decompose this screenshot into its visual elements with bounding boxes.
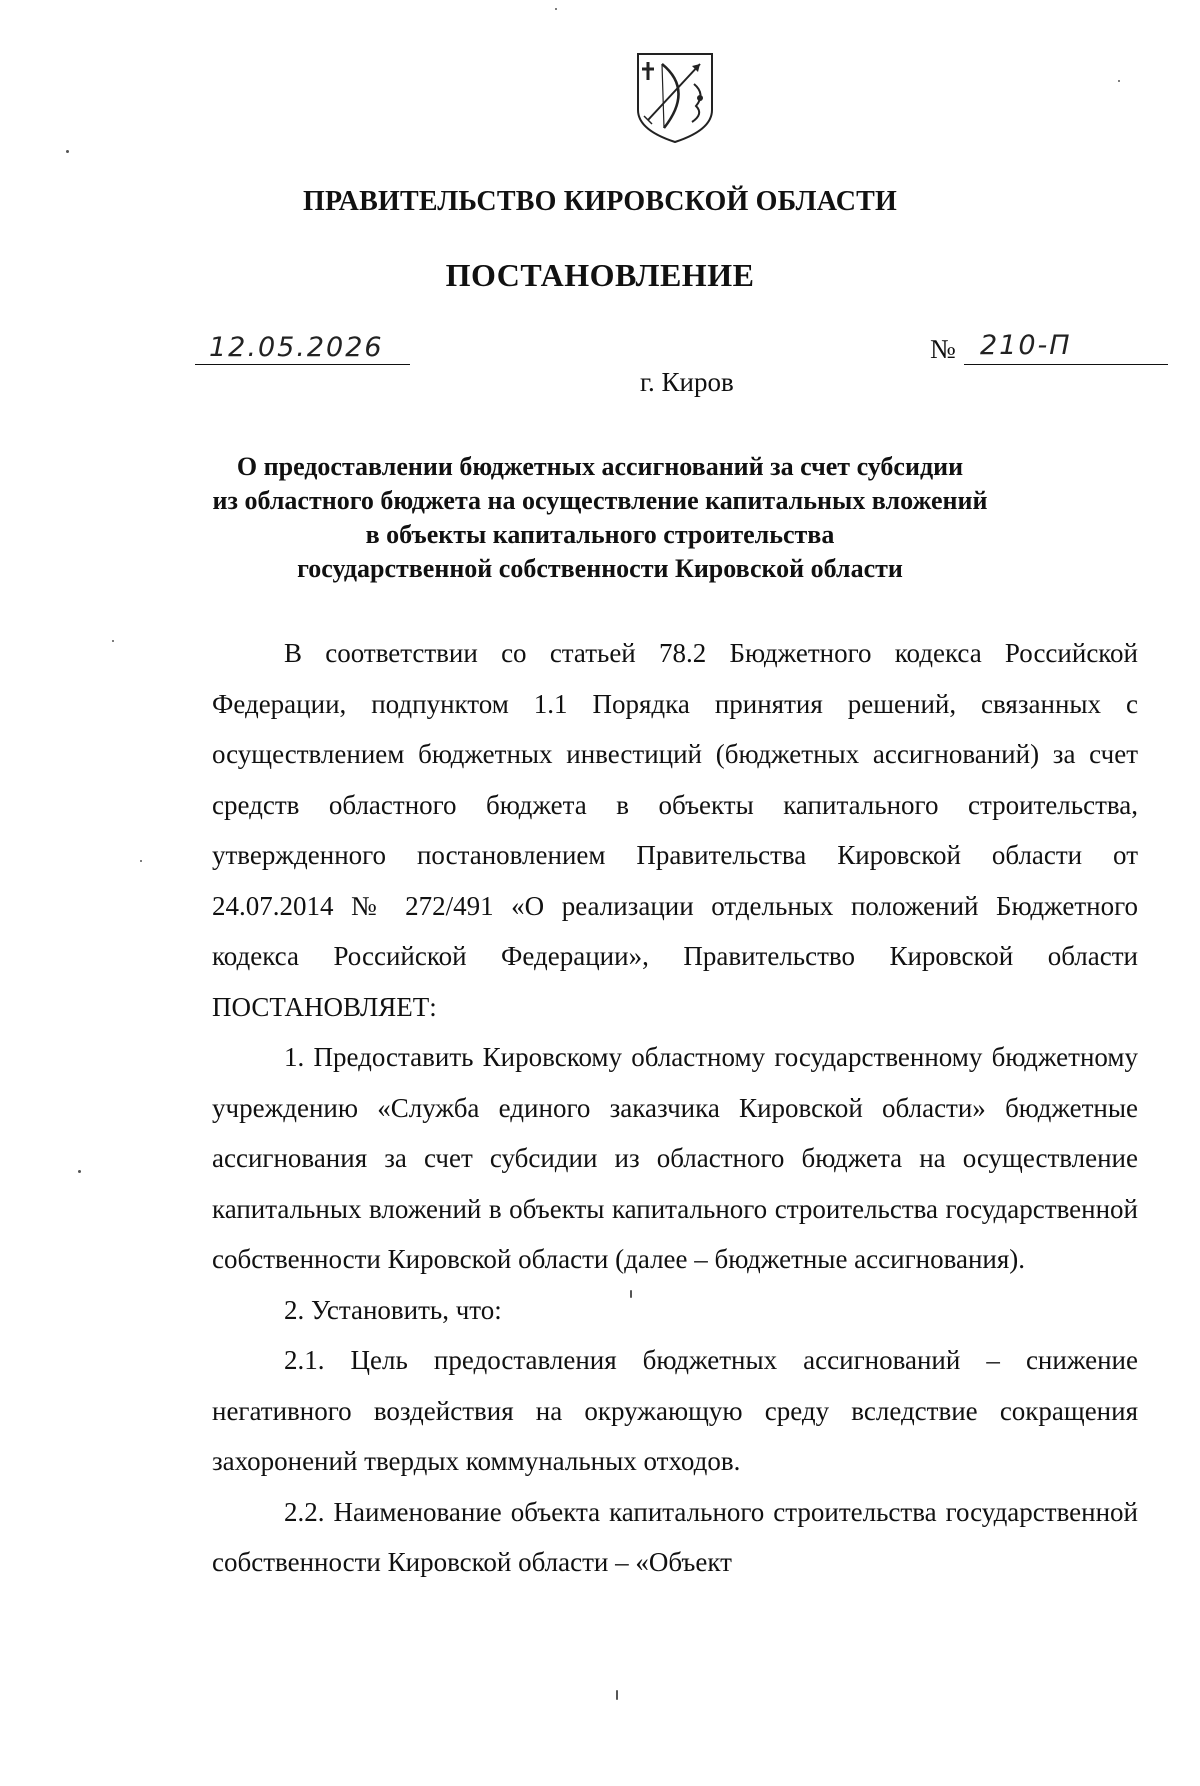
scan-speck xyxy=(1118,80,1120,82)
heading-line: из областного бюджета на осуществление капитальных вложений xyxy=(212,486,988,515)
paragraph-item-2: 2. Установить, что: xyxy=(284,1294,502,1325)
scan-speck xyxy=(78,1170,81,1173)
government-title: ПРАВИТЕЛЬСТВО КИРОВСКОЙ ОБЛАСТИ xyxy=(302,186,897,217)
scan-speck xyxy=(616,1690,618,1700)
heading-line: О предоставлении бюджетных ассигнований за счет субсидии xyxy=(236,452,964,481)
number-underline xyxy=(964,364,1168,365)
scan-speck xyxy=(112,640,114,642)
scan-speck xyxy=(140,860,142,862)
document-body xyxy=(212,628,1138,1588)
scan-speck xyxy=(66,150,69,153)
number-value: 210-П xyxy=(980,330,1072,361)
paragraph-preamble: В соответствии со статьей 78.2 Бюджетного кодекса Российской Федерации, подпунктом 1.1 Порядка принятия решений, связанных с осуществлением бюджетных инвестиций (бюджетных ассигнований) за счет средств областного бюджета в объекты капитального строительства, утвержденного постановлением Правительства Кировской области от 24.07.2014 № 272/491 «О реализации отдельных положений Бюджетного кодекса Российской Федерации», Правительство Кировской области ПОСТАНОВЛЯЕТ: xyxy=(212,638,1138,1022)
number-field xyxy=(930,330,1168,364)
paragraph-item-1: 1. Предоставить Кировскому областному государственному бюджетному учреждению «Служба единого заказчика Кировской области» бюджетные ассигнования за счет субсидии из областного бюджета на осуществление капитальных вложений в объекты капитального строительства государственной собственности Кировской области (далее – бюджетные ассигнования). xyxy=(212,1042,1138,1274)
heading-line: в объекты капитального строительства xyxy=(365,520,835,549)
heading-line: государственной собственности Кировской области xyxy=(297,554,903,583)
date-value: 12.05.2026 xyxy=(209,332,384,363)
document-heading xyxy=(150,450,1050,586)
scan-speck xyxy=(555,8,557,10)
kirov-oblast-coat-of-arms-icon xyxy=(634,50,716,146)
document-type: ПОСТАНОВЛЕНИЕ xyxy=(445,257,755,293)
date-field xyxy=(195,332,410,365)
scan-speck xyxy=(630,1290,632,1298)
city: г. Киров xyxy=(640,367,734,397)
number-sign: № xyxy=(930,334,956,364)
paragraph-item-2-1: 2.1. Цель предоставления бюджетных ассигнований – снижение негативного воздействия на окружающую среду вследствие сокращения захоронений твердых коммунальных отходов. xyxy=(212,1345,1138,1476)
paragraph-item-2-2: 2.2. Наименование объекта капитального строительства государственной собственности Кировской области – «Объект xyxy=(212,1496,1138,1577)
